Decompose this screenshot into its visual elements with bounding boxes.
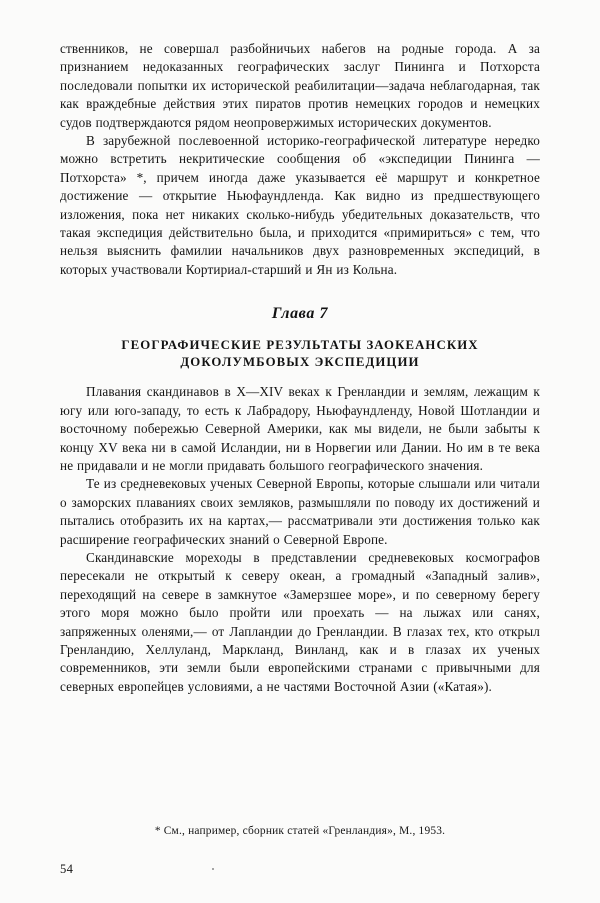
print-artifact-dot [212,868,214,870]
chapter-title-line-2: ДОКОЛУМБОВЫХ ЭКСПЕДИЦИИ [180,355,420,370]
paragraph-5: Скандинавские мореходы в представлении средневековых космографов пересекали не открытый к северу океан, а громадный «Западный залив», переходящий на севере в замкнутое «Замерзшее море», и по северному берегу этого моря можно было пройти или проехать — на лыжах или санях, запряженных оленями,— от Лапландии до Гренландии. В глазах тех, кто открыл Гренландию, Хеллуланд, Маркланд, Винланд, как и в глазах их ученых современников, эти земли были европейскими странами с привычными для северных европейцев условиями, а не частями Восточной Азии («Катая»). [60,549,540,694]
page-number: 54 [60,862,74,876]
footnote-text: * См., например, сборник статей «Гренландия», М., 1953. [154,825,446,837]
paragraph-4: Те из средневековых ученых Северной Европы, которые слышали или читали о заморских плаваниях своих земляков, размышляли по поводу их достижений и пытались отобразить их на картах,— рассматривали эти достижения только как расширение географических знаний о Северной Европе. [60,476,540,547]
paragraph-1: ственников, не совершал разбойничьих набегов на родные города. А за признанием недоказанных географических заслуг Пининга и Потхорста последовали попытки их исторической реабилитации—задача неблагодарная, так как враждебные действия этих пиратов против немецких городов и немецких судов подтверждаются рядом неопровержимых исторических документов. [60,41,540,130]
paragraph-3: Плавания скандинавов в X—XIV веках к Гренландии и землям, лежащим к югу или юго-западу, то есть к Лабрадору, Ньюфаундленду, Новой Шотландии и восточному побережью Северной Америки, как мы видели, не были забыты к концу XV века ни в самой Исландии, ни в Норвегии или Дании. Но им в те века не придавали и не могли придавать большого географического значения. [60,384,540,473]
chapter-title [60,337,540,371]
footnote-area [60,824,540,839]
paragraph-2: В зарубежной послевоенной историко-географической литературе нередко можно встретить некритические сообщения об «экспедиции Пининга — Потхорста» *, причем иногда даже указывается её маршрут и конкретное достижение — открытие Ньюфаундленда. Как видно из предшествующего изложения, пока нет никаких сколько-нибудь убедительных доказательств, что такая экспедиция действительно была, и приходится «примириться» с тем, что нельзя выяснить фамилии начальников двух разновременных экспедиций, в которых участвовали Кортириал-старший и Ян из Кольна. [60,133,540,277]
page-text-column [60,40,540,696]
chapter-title-line-1: ГЕОГРАФИЧЕСКИЕ РЕЗУЛЬТАТЫ ЗАОКЕАНСКИХ [121,338,479,353]
chapter-heading [60,305,540,371]
chapter-number: Глава 7 [271,305,329,323]
